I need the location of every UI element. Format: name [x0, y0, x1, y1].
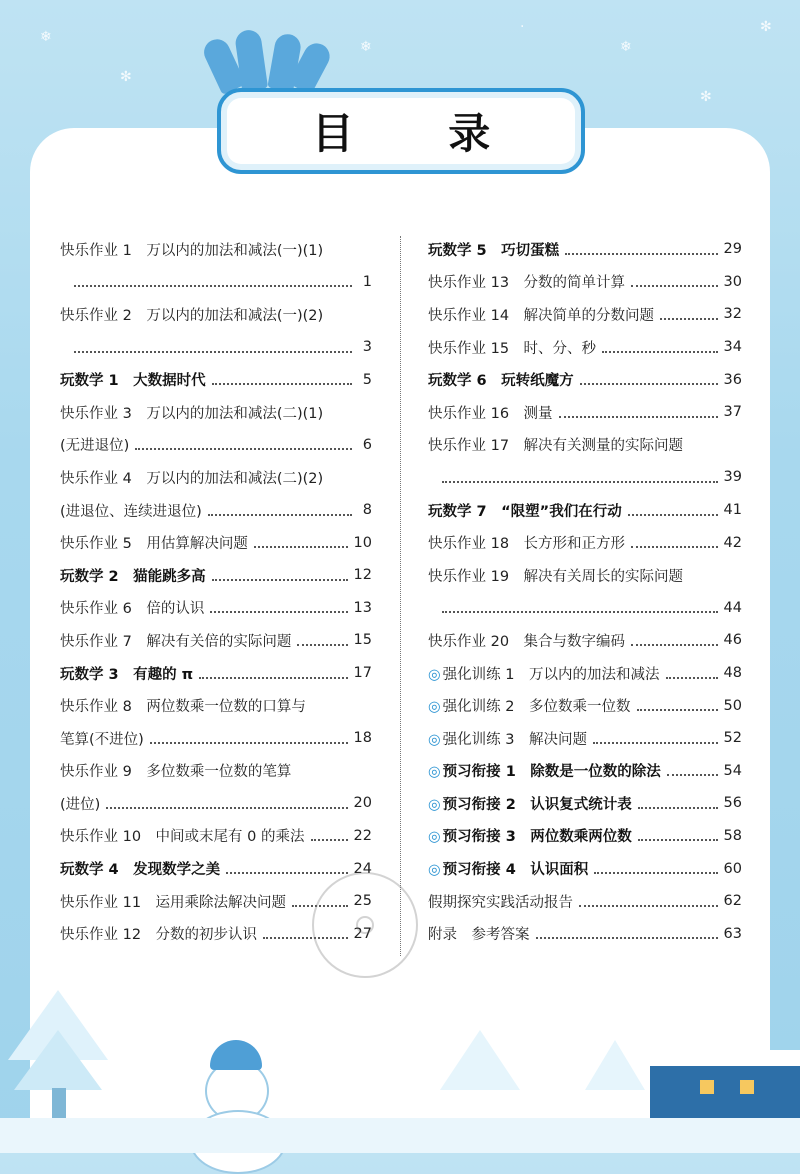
toc-entry-page: 20 — [353, 795, 372, 812]
toc-entry[interactable] — [428, 331, 742, 364]
toc-entry-page: 30 — [723, 273, 742, 290]
toc-entry-label — [60, 858, 220, 879]
toc-entry-page: 37 — [723, 404, 742, 421]
toc-entry-page: 25 — [353, 893, 372, 910]
toc-entry-page: 44 — [723, 599, 742, 616]
toc-entry[interactable] — [60, 526, 372, 559]
dot-leader — [631, 643, 717, 646]
toc-entry-label — [428, 271, 625, 292]
toc-entry-label — [60, 630, 291, 651]
dot-leader — [637, 708, 718, 711]
dot-leader — [135, 447, 352, 450]
dot-leader — [638, 806, 718, 809]
bullet-circle-icon: ◎ — [428, 731, 441, 748]
toc-entry-page: 56 — [723, 795, 742, 812]
toc-entry[interactable] — [428, 755, 742, 788]
toc-entry[interactable] — [60, 429, 372, 462]
toc-entry[interactable] — [60, 266, 372, 299]
toc-entry[interactable] — [428, 820, 742, 853]
toc-entry-text: 笔算(不进位) — [60, 731, 144, 748]
toc-entry[interactable] — [60, 461, 372, 494]
dot-leader — [593, 741, 718, 744]
toc-entry-page: 50 — [723, 697, 742, 714]
dot-leader — [74, 284, 352, 287]
toc-entry[interactable] — [428, 461, 742, 494]
dot-leader — [106, 806, 347, 809]
watermark-stamp — [305, 865, 425, 985]
toc-entry-page: 1 — [362, 273, 372, 290]
toc-entry[interactable] — [428, 526, 742, 559]
toc-entry-text: 玩数学 5 巧切蛋糕 — [428, 242, 560, 259]
toc-entry-label — [60, 695, 306, 716]
toc-entry-page: 60 — [723, 860, 742, 877]
toc-entry-text: 快乐作业 7 解决有关倍的实际问题 — [60, 633, 292, 650]
toc-entry[interactable] — [428, 592, 742, 625]
toc-entry[interactable] — [428, 852, 742, 885]
dot-leader — [442, 480, 718, 483]
dot-leader — [536, 936, 718, 939]
toc-entry[interactable] — [60, 331, 372, 364]
toc-entry-text: 强化训练 1 万以内的加法和减法 — [442, 666, 660, 683]
dot-leader — [631, 284, 717, 287]
toc-entry-label — [428, 825, 632, 846]
toc-entry-label — [60, 663, 193, 684]
toc-entry-text: 快乐作业 12 分数的初步认识 — [60, 927, 258, 944]
toc-entry-text: 快乐作业 14 解决简单的分数问题 — [428, 307, 655, 324]
dot-leader — [208, 513, 352, 516]
dot-leader — [580, 382, 718, 385]
toc-entry-label — [428, 402, 553, 423]
toc-entry-label — [428, 369, 574, 390]
toc-entry-text: 快乐作业 18 长方形和正方形 — [428, 536, 626, 553]
toc-entry[interactable] — [428, 363, 742, 396]
dot-leader — [442, 610, 718, 613]
toc-left-column — [60, 233, 372, 950]
toc-entry-label — [428, 239, 559, 260]
bullet-circle-icon: ◎ — [428, 699, 441, 716]
toc-entry-label — [60, 532, 248, 553]
toc-entry-label — [428, 858, 588, 879]
toc-entry-text: (进退位、连续进退位) — [60, 503, 202, 520]
dot-leader — [602, 350, 717, 353]
toc-entry-label — [60, 891, 286, 912]
snow-ground — [0, 1118, 800, 1153]
toc-entry-text: 快乐作业 9 多位数乘一位数的笔算 — [60, 764, 292, 781]
toc-entry-page: 32 — [723, 306, 742, 323]
toc-entry[interactable] — [428, 396, 742, 429]
title-box — [217, 88, 585, 174]
toc-entry-page: 42 — [723, 534, 742, 551]
toc-entry[interactable] — [428, 689, 742, 722]
dot-leader — [594, 871, 717, 874]
toc-entry-text: 玩数学 7 “限塑”我们在行动 — [428, 503, 622, 520]
toc-entry[interactable] — [428, 722, 742, 755]
dot-leader — [311, 838, 348, 841]
toc-entry[interactable] — [60, 233, 372, 266]
toc-entry-text: 快乐作业 6 倍的认识 — [60, 601, 205, 618]
dot-leader — [254, 545, 348, 548]
dot-leader — [638, 838, 718, 841]
toc-entry-label — [428, 891, 573, 912]
toc-entry-page: 29 — [723, 241, 742, 258]
toc-entry-page: 52 — [723, 730, 742, 747]
toc-entry-page: 5 — [362, 371, 372, 388]
toc-entry[interactable] — [60, 787, 372, 820]
toc-entry[interactable] — [428, 787, 742, 820]
toc-entry-page: 8 — [362, 502, 372, 519]
toc-entry-text: 预习衔接 2 认识复式统计表 — [442, 796, 632, 813]
toc-entry-text: (无进退位) — [60, 438, 130, 455]
dot-leader — [631, 545, 717, 548]
toc-entry-label — [60, 239, 323, 260]
toc-entry-text: 快乐作业 19 解决有关周长的实际问题 — [428, 568, 684, 585]
toc-entry[interactable] — [60, 592, 372, 625]
toc-entry-text: 快乐作业 3 万以内的加法和减法(二)(1) — [60, 405, 324, 422]
toc-entry-page: 34 — [723, 339, 742, 356]
toc-entry[interactable] — [60, 559, 372, 592]
toc-entry-text: 快乐作业 17 解决有关测量的实际问题 — [428, 438, 684, 455]
toc-entry-text: 快乐作业 13 分数的简单计算 — [428, 275, 626, 292]
bullet-circle-icon: ◎ — [428, 764, 441, 781]
toc-entry-page: 58 — [723, 827, 742, 844]
toc-entry[interactable] — [60, 755, 372, 788]
bullet-circle-icon: ◎ — [428, 829, 441, 846]
toc-entry-text: 快乐作业 5 用估算解决问题 — [60, 536, 248, 553]
toc-entry[interactable] — [60, 494, 372, 527]
toc-entry[interactable] — [60, 820, 372, 853]
toc-entry-text: 快乐作业 1 万以内的加法和减法(一)(1) — [60, 242, 324, 259]
toc-entry-label — [428, 304, 654, 325]
toc-entry-page: 62 — [723, 893, 742, 910]
toc-entry-label — [428, 793, 632, 814]
dot-leader — [199, 676, 347, 679]
toc-right-column — [428, 233, 742, 950]
toc-entry-text: 快乐作业 15 时、分、秒 — [428, 340, 597, 357]
toc-entry-label — [60, 825, 305, 846]
toc-entry-page: 39 — [723, 469, 742, 486]
toc-entry-text: 快乐作业 2 万以内的加法和减法(一)(2) — [60, 307, 324, 324]
toc-entry-label — [60, 597, 204, 618]
toc-entry[interactable] — [428, 657, 742, 690]
dot-leader — [667, 773, 718, 776]
toc-entry[interactable] — [428, 233, 742, 266]
toc-entry[interactable] — [60, 396, 372, 429]
dot-leader — [74, 350, 352, 353]
dot-leader — [660, 317, 717, 320]
toc-entry-page: 15 — [353, 632, 372, 649]
toc-entry-label — [428, 434, 683, 455]
toc-entry-page: 24 — [353, 860, 372, 877]
toc-entry-label — [428, 630, 625, 651]
bullet-circle-icon: ◎ — [428, 862, 441, 879]
toc-entry-page: 41 — [723, 502, 742, 519]
toc-entry-label — [60, 402, 323, 423]
toc-entry[interactable] — [60, 298, 372, 331]
toc-entry-label — [60, 434, 129, 455]
toc-entry-text: 预习衔接 4 认识面积 — [442, 862, 589, 879]
toc-entry-page: 6 — [362, 436, 372, 453]
toc-entry-label — [428, 728, 587, 749]
toc-entry-label — [428, 663, 660, 684]
toc-entry-label — [428, 695, 631, 716]
toc-entry[interactable] — [60, 722, 372, 755]
toc-entry-text: 快乐作业 20 集合与数字编码 — [428, 633, 626, 650]
toc-entry-page: 36 — [723, 371, 742, 388]
toc-entry[interactable] — [428, 266, 742, 299]
toc-entry[interactable] — [428, 429, 742, 462]
toc-entry-page: 10 — [353, 534, 372, 551]
toc-entry-text: 快乐作业 10 中间或末尾有 0 的乘法 — [60, 829, 305, 846]
toc-entry-label — [60, 728, 144, 749]
toc-entry-label — [428, 923, 530, 944]
toc-entry-text: 强化训练 3 解决问题 — [442, 731, 587, 748]
toc-entry[interactable] — [60, 624, 372, 657]
toc-entry-label — [60, 500, 202, 521]
toc-entry-text: 玩数学 4 发现数学之美 — [60, 862, 221, 879]
toc-entry-text: 玩数学 1 大数据时代 — [60, 373, 206, 390]
toc-entry-text: 预习衔接 1 除数是一位数的除法 — [442, 764, 661, 781]
bullet-circle-icon: ◎ — [428, 796, 441, 813]
toc-entry-text: 快乐作业 11 运用乘除法解决问题 — [60, 894, 287, 911]
dot-leader — [212, 382, 352, 385]
toc-entry-text: 假期探究实践活动报告 — [428, 894, 573, 911]
dot-leader — [666, 676, 718, 679]
dot-leader — [212, 578, 348, 581]
toc-entry-label — [60, 793, 100, 814]
toc-entry-text: 强化训练 2 多位数乘一位数 — [442, 699, 631, 716]
toc-entry[interactable] — [60, 689, 372, 722]
toc-entry-page: 63 — [723, 925, 742, 942]
toc-entry-page: 13 — [353, 599, 372, 616]
toc-entry-page: 18 — [353, 730, 372, 747]
toc-entry[interactable] — [428, 624, 742, 657]
toc-entry-page: 54 — [723, 762, 742, 779]
toc-entry-label — [428, 337, 596, 358]
dot-leader — [628, 513, 718, 516]
toc-entry-text: (进位) — [60, 796, 101, 813]
toc-entry-page: 48 — [723, 665, 742, 682]
column-divider — [400, 236, 401, 956]
dot-leader — [150, 741, 348, 744]
toc-entry-label — [60, 467, 323, 488]
toc-entry-label — [60, 923, 257, 944]
toc-entry[interactable] — [428, 559, 742, 592]
toc-entry-label — [428, 565, 683, 586]
toc-entry-text: 玩数学 6 玩转纸魔方 — [428, 373, 574, 390]
toc-entry[interactable] — [428, 298, 742, 331]
toc-entry-text: 附录 参考答案 — [428, 927, 530, 944]
toc-entry-page: 46 — [723, 632, 742, 649]
toc-entry-text: 快乐作业 8 两位数乘一位数的口算与 — [60, 699, 306, 716]
toc-entry-page: 17 — [353, 665, 372, 682]
dot-leader — [297, 643, 347, 646]
toc-entry-label — [60, 304, 323, 325]
toc-entry[interactable] — [60, 363, 372, 396]
page-title: 目 录 — [311, 109, 531, 158]
toc-entry[interactable] — [428, 917, 742, 950]
toc-entry-text: 玩数学 2 猫能跳多高 — [60, 568, 206, 585]
toc-entry-text: 预习衔接 3 两位数乘两位数 — [442, 829, 632, 846]
toc-entry-page: 27 — [353, 925, 372, 942]
toc-entry-page: 12 — [353, 567, 372, 584]
dot-leader — [579, 904, 718, 907]
toc-entry-label — [60, 565, 206, 586]
toc-entry-label — [60, 760, 291, 781]
toc-entry-label — [428, 760, 661, 781]
toc-entry[interactable] — [428, 494, 742, 527]
bullet-circle-icon: ◎ — [428, 666, 441, 683]
toc-entry-label — [428, 532, 625, 553]
dot-leader — [565, 252, 717, 255]
toc-entry-label — [428, 500, 622, 521]
toc-entry-label — [60, 369, 206, 390]
toc-entry-page: 22 — [353, 827, 372, 844]
toc-entry-text: 快乐作业 16 测量 — [428, 405, 553, 422]
toc-entry[interactable] — [428, 885, 742, 918]
toc-entry[interactable] — [60, 657, 372, 690]
dot-leader — [210, 610, 347, 613]
toc-entry-text: 玩数学 3 有趣的 π — [60, 666, 194, 683]
toc-entry-page: 3 — [362, 339, 372, 356]
dot-leader — [559, 415, 718, 418]
toc-entry-text: 快乐作业 4 万以内的加法和减法(二)(2) — [60, 470, 324, 487]
